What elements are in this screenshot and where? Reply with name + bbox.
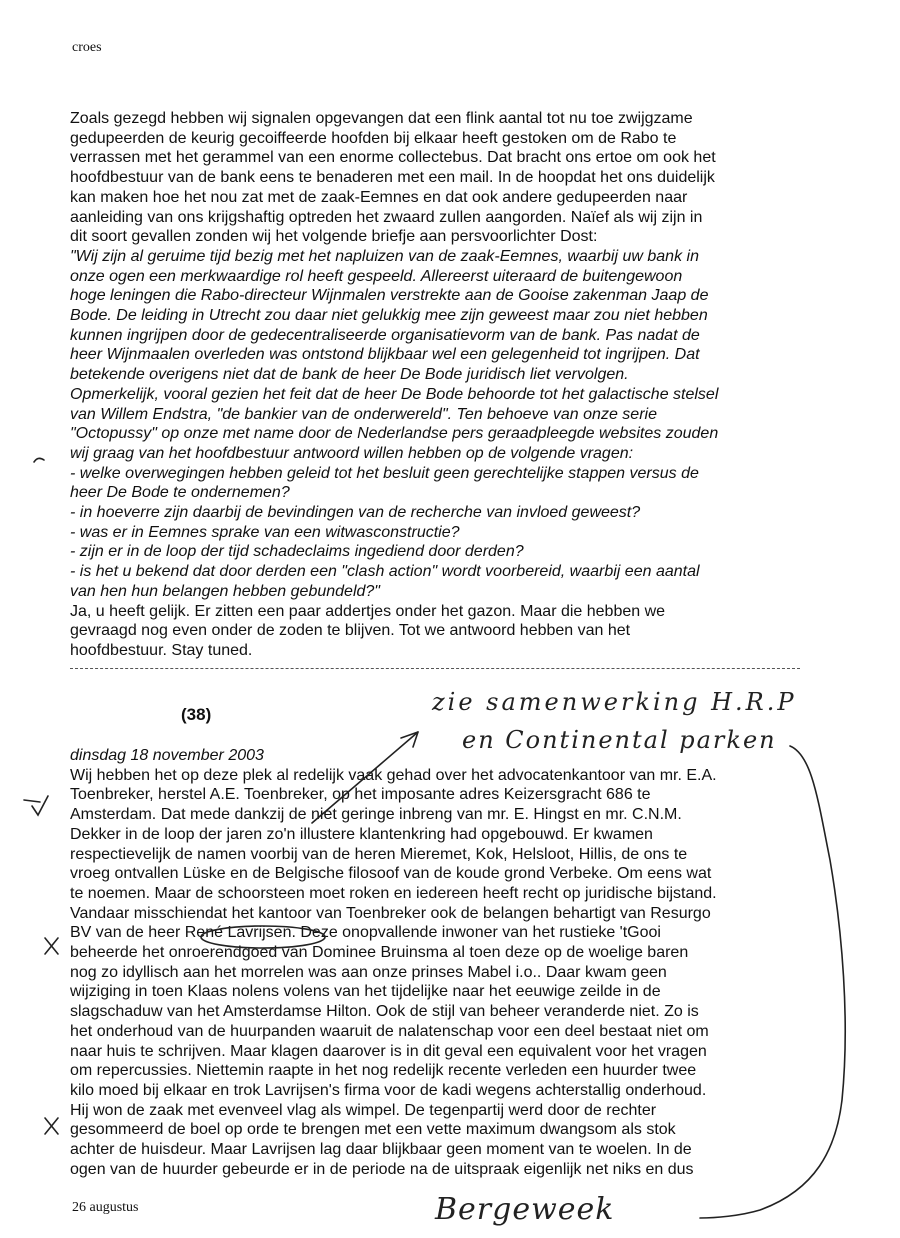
page-footer-date: 26 augustus: [72, 1200, 139, 1215]
article-part-1-line: Bode. De leiding in Utrecht zou daar niet gelukkig mee zijn geweest maar zou niet hebben: [70, 307, 708, 325]
article-part-1-line: dit soort gevallen zonden wij het volgende briefje aan persvoorlichter Dost:: [70, 228, 598, 246]
margin-cross-4: [45, 1118, 58, 1134]
annotation-arrow-line: [312, 732, 418, 823]
article-part-1-line: gedupeerden de keurig gecoiffeerde hoofden bij elkaar heeft gestoken om de Rabo te: [70, 129, 677, 147]
margin-dash-2: [24, 800, 40, 802]
article-part-1-line: heer De Bode te ondernemen?: [70, 484, 290, 502]
article-part-2-line: gesommeerd de boel op orde te brengen met een vette maximum dwangsom als stok: [70, 1121, 676, 1139]
article-part-2-line: naar huis te schrijven. Maar klagen daarover is in dit geval een equivalent voor het vragen: [70, 1042, 707, 1060]
article-part-1-line: wij graag van het hoofdbestuur antwoord willen hebben op de volgende vragen:: [70, 444, 634, 462]
article-part-1-line: hoofdbestuur. Stay tuned.: [70, 641, 253, 659]
margin-cross-3: [45, 938, 58, 954]
article-part-2-line: Amsterdam. Dat mede dankzij de niet geringe inbreng van mr. E. Hingst en mr. C.N.M.: [70, 806, 682, 824]
article-part-2-line: Vandaar misschiendat het kantoor van Toenbreker ook de belangen behartigt van Resurgo: [70, 904, 711, 922]
article-part-1-line: kunnen ingrijpen door de gedecentraliseerde organisatievorm van de bank. Pas nadat de: [70, 326, 700, 344]
handwritten-note-line-2: en Continental parken: [462, 726, 777, 754]
article-part-1-line: van Willem Endstra, "de bankier van de onderwereld". Ten behoeve van onze serie: [70, 405, 657, 423]
article-part-1-line: hoofdbestuur van de bank eens te benaderen met een mail. In de hoopdat het ons duidelijk: [70, 169, 715, 187]
article-part-1-line: onze ogen een merkwaardige rol heeft gespeeld. Allereerst uiteraard de buitengewoon: [70, 267, 683, 285]
article-part-1-line: - in hoeverre zijn daarbij de bevindingen van de recherche van invloed geweest?: [70, 504, 641, 522]
article-part-2-line: Toenbreker, herstel A.E. Toenbreker, op het imposante adres Keizersgracht 686 te: [70, 786, 651, 804]
article-part-2-line: respectievelijk de namen voorbij van de heren Mieremet, Kok, Helsloot, Hillis, de ons te: [70, 845, 688, 863]
article-part-1-line: heer Wijnmaalen overleden was ontstond blijkbaar wel een gelegenheid tot ingrijpen. Dat: [70, 346, 700, 364]
article-part-2-line: Dekker in de loop der jaren zo'n illustere klantenkring had opgebouwd. Er kwamen: [70, 825, 653, 843]
article-part-1-line: gevraagd nog even onder de zoden te blijven. Tot we antwoord hebben van het: [70, 622, 631, 640]
article-part-2-line: wijziging in toen Klaas nolens volens van het tijdelijke naar het eeuwige zeilde in de: [70, 983, 661, 1001]
article-part-1-line: - welke overwegingen hebben geleid tot het besluit geen gerechtelijke stappen versus de: [70, 464, 699, 482]
article-part-2-line: achter de huisdeur. Maar Lavrijsen lag daar blijkbaar geen moment van te woelen. In de: [70, 1141, 692, 1159]
article-part-1-line: "Octopussy" op onze met name door de Nederlandse pers geraadpleegde websites zouden: [70, 425, 719, 443]
margin-check-2: [32, 796, 48, 815]
article-part-1-line: aanleiding van ons krijgshaftig optreden het zwaard zullen aangorden. Naïef als wij zijn in: [70, 208, 703, 226]
article-part-2-line: te noemen. Maar de schoorsteen moet roken en iedereen heeft recht op juridische bijstand.: [70, 884, 717, 902]
article-part-1-line: hoge leningen die Rabo-directeur Wijnmalen verstrekte aan de Gooise zakenman Jaap de: [70, 287, 709, 305]
article-part-1-line: Opmerkelijk, vooral gezien het feit dat de heer De Bode behoorde tot het galactische stelsel: [70, 385, 719, 403]
margin-tick-1: [34, 458, 44, 462]
article-part-2-line: ogen van de huurder gebeurde er in de periode na de uitspraak eigenlijk net niks en dus: [70, 1160, 694, 1178]
article-part-2-line: Wij hebben het op deze plek al redelijk vaak gehad over het advocatenkantoor van mr. E.A.: [70, 766, 717, 784]
article-part-1-line: - was er in Eemnes sprake van een witwasconstructie?: [70, 523, 460, 541]
article-part-2-line: BV van de heer René Lavrijsen. Deze onopvallende inwoner van het rustieke 'tGooi: [70, 924, 661, 942]
article-part-1-line: Ja, u heeft gelijk. Er zitten een paar addertjes onder het gazon. Maar die hebben we: [70, 602, 666, 620]
article-part-1-line: verrassen met het gerammel van een enorme collectebus. Dat bracht ons ertoe om ook het: [70, 149, 716, 167]
article-part-1-line: Zoals gezegd hebben wij signalen opgevangen dat een flink aantal tot nu toe zwijgzame: [70, 110, 693, 127]
article-part-1-line: van hen hun belangen hebben gebundeld?": [70, 582, 380, 600]
name-circle: [201, 926, 325, 948]
article-part-2-line: nog zo idyllisch aan het morrelen was aan onze prinses Mabel i.o.. Daar kwam geen: [70, 963, 667, 981]
article-part-2-line: het onderhoud van de huurpanden waaruit de nalatenschap voor een deel bestaat niet om: [70, 1022, 709, 1040]
article-part-2-line: om repercussies. Niettemin raapte in het nog redelijk recente verleden een huurder twee: [70, 1062, 697, 1080]
article-part-1-line: - is het u bekend dat door derden een "clash action" wordt voorbereid, waarbij een aantal: [70, 563, 700, 581]
article-part-2-line: slagschaduw van het Amsterdamse Hilton. Ook de stijl van beheer veranderde niet. Zo is: [70, 1003, 699, 1021]
article-part-1-line: "Wij zijn al geruime tijd bezig met het napluizen van de zaak-Eemnes, waarbij uw bank in: [70, 247, 699, 265]
margin-bracket: [700, 746, 845, 1218]
section-number: (38): [181, 705, 212, 724]
article-part-2-line: dinsdag 18 november 2003: [70, 747, 264, 764]
article-part-2-line: Hij won de zaak met evenveel vlag als wimpel. De tegenpartij werd door de rechter: [70, 1101, 657, 1119]
article-part-2-line: kilo moed bij elkaar en trok Lavrijsen's firma voor de kadi wegens achterstallig onderhoud.: [70, 1081, 707, 1099]
article-part-1-line: betekende overigens niet dat de bank de heer De Bode juridisch liet vervolgen.: [70, 366, 629, 384]
handwritten-signature: Bergeweek: [435, 1192, 615, 1227]
article-part-2-line: beheerde het onroerendgoed van Dominee Bruinsma al toen deze op de woelige baren: [70, 944, 689, 962]
article-part-1-line: - zijn er in de loop der tijd schadeclaims ingediend door derden?: [70, 543, 524, 561]
page-header-author: croes: [72, 40, 102, 55]
article-part-1-line: kan maken hoe het nou zat met de zaak-Eemnes en dat ook andere gedupeerden naar: [70, 188, 688, 206]
handwritten-note-line-1: zie samenwerking H.R.P: [432, 688, 797, 716]
article-part-2-line: vroeg ontvallen Lüske en de Belgische filosoof van de koude grond Verbeke. Om eens wat: [70, 865, 712, 883]
